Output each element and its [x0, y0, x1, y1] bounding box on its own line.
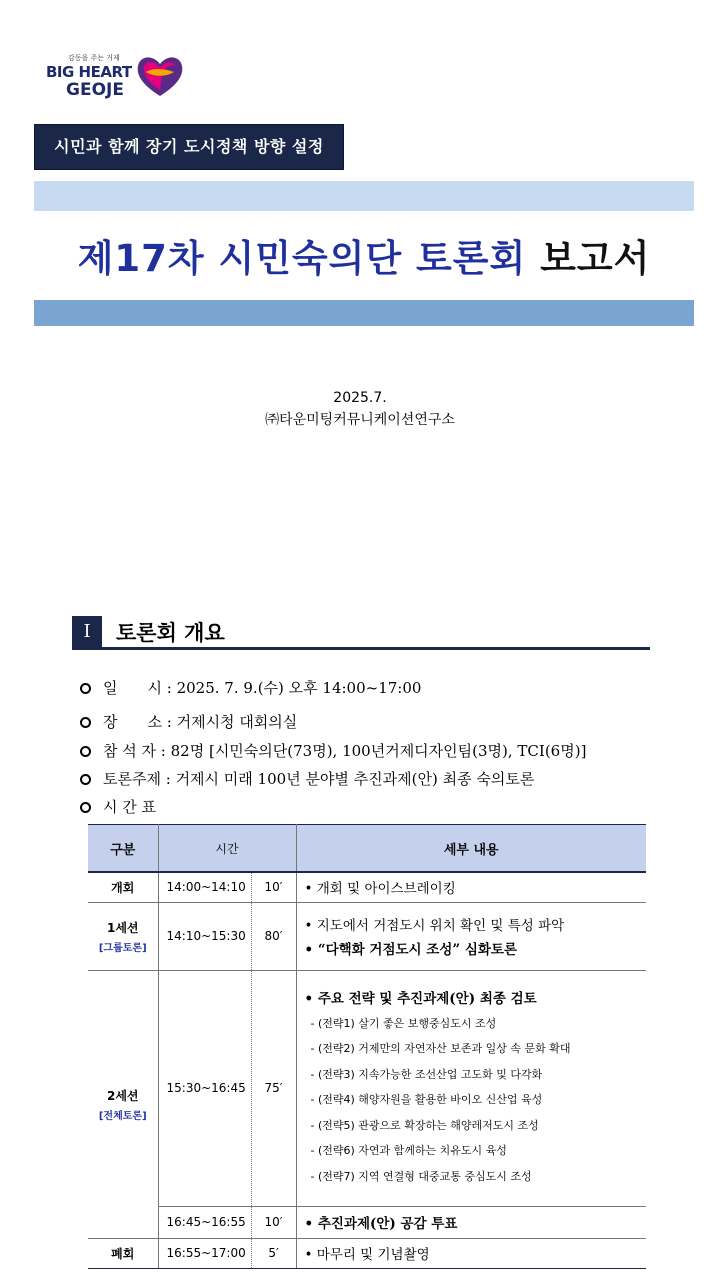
detail-vote — [296, 1206, 646, 1238]
schedule-table — [88, 824, 646, 1269]
detail-line: • 마무리 및 기념촬영 — [304, 1247, 430, 1263]
time-closing: 16:55~17:00 — [158, 1238, 251, 1268]
detail-session1 — [296, 902, 646, 970]
detail-line: • 개회 및 아이스브레이킹 — [304, 881, 456, 898]
division-session1 — [88, 902, 158, 970]
overview-label: 시 간 표 — [103, 798, 157, 816]
duration-session2: 75′ — [251, 970, 296, 1206]
detail-line: • 추진과제(안) 공감 투표 — [304, 1216, 458, 1232]
detail-heading: • 주요 전략 및 추진과제(안) 최종 검토 — [304, 990, 537, 1007]
detail-opening — [296, 872, 646, 902]
division-sub-label: [전체토론] — [98, 1110, 147, 1122]
section-number: Ⅰ — [72, 616, 102, 648]
strategy-item: - (전략5) 관광으로 확장하는 해양레저도시 조성 — [310, 1118, 539, 1132]
overview-item-topic — [80, 768, 534, 789]
overview-item-place — [80, 711, 297, 732]
strategy-item: - (전략4) 해양자원을 활용한 바이오 신산업 육성 — [310, 1093, 543, 1107]
duration-opening: 10′ — [251, 872, 296, 902]
header-detail: 세부 내용 — [296, 825, 646, 873]
overview-value: : 2025. 7. 9.(수) 오후 14:00~17:00 — [166, 679, 422, 697]
detail-line: • 지도에서 거점도시 위치 확인 및 특성 파악 — [304, 918, 565, 934]
division-label: 2세션 — [106, 1088, 139, 1103]
heart-logo-icon — [134, 50, 186, 102]
logo-tagline: 감동을 주는 거제 — [68, 54, 120, 62]
strategy-item: - (전략2) 거제만의 자연자산 보존과 일상 속 문화 확대 — [310, 1042, 571, 1056]
section-rule — [72, 647, 650, 650]
report-date: 2025.7. — [333, 390, 387, 406]
header-time: 시간 — [158, 825, 296, 873]
detail-line: • “다핵화 거점도시 조성” 심화토론 — [304, 942, 517, 958]
circle-bullet-icon — [80, 717, 91, 728]
logo-line-1: BIG HEART — [46, 63, 132, 81]
report-title-suffix: 보고서 — [540, 237, 651, 280]
division-closing: 폐회 — [88, 1238, 158, 1268]
table-row — [88, 1238, 646, 1268]
division-sub-label: [그룹토론] — [98, 942, 147, 954]
division-label: 1세션 — [106, 920, 139, 935]
report-title-main: 제17차 시민숙의단 토론회 — [77, 237, 527, 280]
time-session1: 14:10~15:30 — [158, 902, 251, 970]
report-organization: ㈜타운미팅커뮤니케이션연구소 — [265, 412, 455, 428]
detail-closing — [296, 1238, 646, 1268]
duration-session1: 80′ — [251, 902, 296, 970]
strategy-item: - (전략3) 지속가능한 조선산업 고도화 및 다각화 — [310, 1067, 543, 1081]
duration-closing: 5′ — [251, 1238, 296, 1268]
overview-item-attendees — [80, 740, 586, 761]
overview-label: 일 시 — [103, 679, 162, 697]
title-band-top — [34, 181, 694, 211]
detail-session2 — [296, 970, 646, 1206]
strategy-item: - (전략6) 자연과 함께하는 치유도시 육성 — [310, 1144, 507, 1158]
circle-bullet-icon — [80, 774, 91, 785]
subtitle-bar — [34, 124, 344, 170]
title-band-bottom — [34, 300, 694, 326]
overview-item-timetable — [80, 796, 156, 817]
overview-item-datetime — [80, 677, 421, 698]
time-session2: 15:30~16:45 — [158, 970, 251, 1206]
overview-value: : 거제시 미래 100년 분야별 추진과제(안) 최종 숙의토론 — [165, 770, 535, 788]
section-title: 토론회 개요 — [116, 621, 225, 645]
overview-label: 토론주제 — [103, 770, 161, 788]
header-division: 구분 — [88, 825, 158, 873]
table-row — [88, 970, 646, 1206]
report-title — [34, 228, 694, 282]
overview-value: : 거제시청 대회의실 — [166, 713, 298, 731]
division-opening: 개회 — [88, 872, 158, 902]
logo-line-2: GEOJE — [66, 80, 124, 100]
subtitle-text: 시민과 함께 장기 도시정책 방향 설정 — [54, 137, 324, 156]
strategy-item: - (전략7) 지역 연결형 대중교통 중심도시 조성 — [310, 1169, 532, 1183]
duration-vote: 10′ — [251, 1206, 296, 1238]
table-row — [88, 902, 646, 970]
overview-label: 장 소 — [103, 713, 162, 731]
time-vote: 16:45~16:55 — [158, 1206, 251, 1238]
circle-bullet-icon — [80, 802, 91, 813]
overview-value: : 82명 [시민숙의단(73명), 100년거제디자인팀(3명), TCI(6명)] — [160, 742, 587, 760]
overview-label: 참 석 자 — [103, 742, 157, 760]
strategy-item: - (전략1) 살기 좋은 보행중심도시 조성 — [310, 1016, 497, 1030]
circle-bullet-icon — [80, 683, 91, 694]
circle-bullet-icon — [80, 746, 91, 757]
time-opening: 14:00~14:10 — [158, 872, 251, 902]
table-row — [88, 1206, 646, 1238]
division-session2 — [88, 970, 158, 1238]
table-row — [88, 872, 646, 902]
big-heart-geoje-logo — [46, 48, 186, 104]
table-header-row — [88, 825, 646, 873]
